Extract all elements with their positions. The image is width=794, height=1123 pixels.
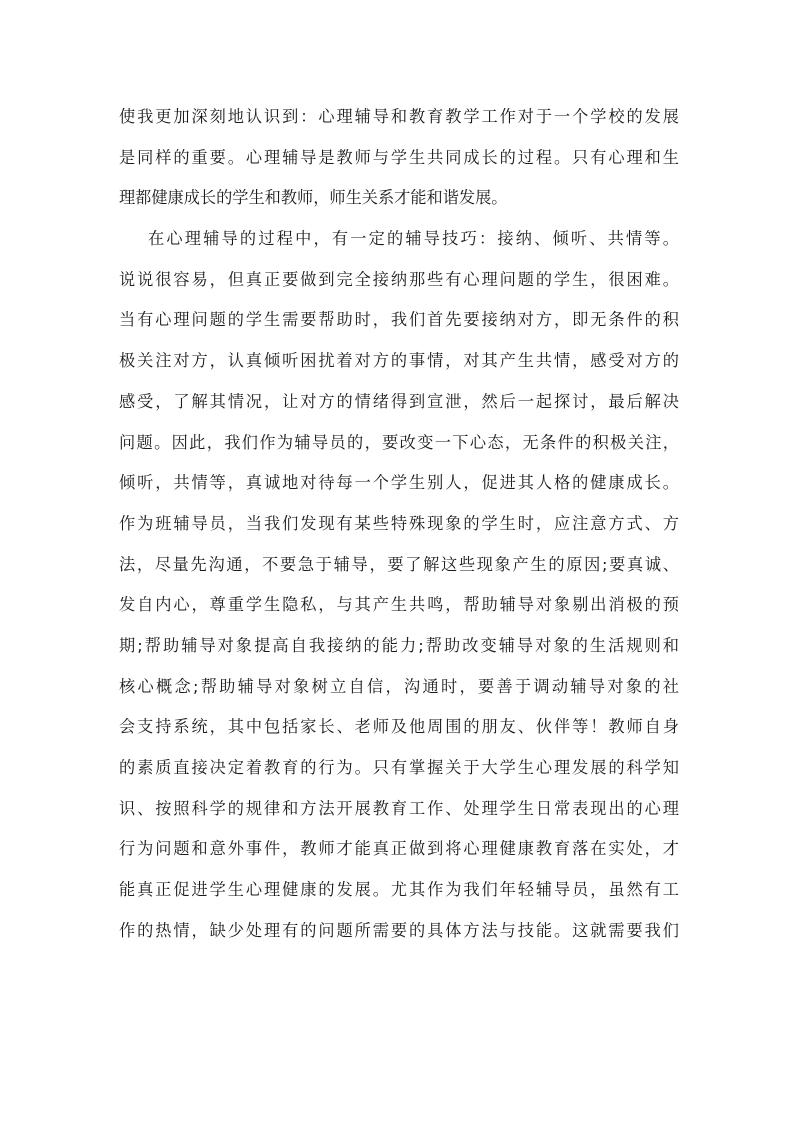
text-line: 识、按照科学的规律和方法开展教育工作、处理学生日常表现出的心理	[119, 798, 679, 818]
text-line: 使我更加深刻地认识到：心理辅导和教育教学工作对于一个学校的发展	[119, 107, 679, 126]
text-line: 能真正促进学生心理健康的发展。尤其作为我们年轻辅导员，虽然有工	[119, 880, 679, 900]
body-text	[119, 104, 679, 958]
paragraph	[119, 104, 679, 226]
text-line: 作为班辅导员，当我们发现有某些特殊现象的学生时，应注意方式、方	[119, 513, 679, 533]
text-line: 法，尽量先沟通，不要急于辅导，要了解这些现象产生的原因;要真诚、	[119, 554, 679, 574]
text-line: 感受，了解其情况，让对方的情绪得到宣泄，然后一起探讨，最后解决	[119, 391, 679, 411]
text-line: 发自内心，尊重学生隐私，与其产生共鸣，帮助辅导对象剔出消极的预	[119, 595, 679, 615]
text-line: 是同样的重要。心理辅导是教师与学生共同成长的过程。只有心理和生	[119, 147, 679, 167]
text-line: 理都健康成长的学生和教师，师生关系才能和谐发展。	[119, 188, 508, 208]
paragraph	[119, 226, 679, 958]
text-line: 会支持系统，其中包括家长、老师及他周围的朋友、伙伴等！教师自身	[119, 717, 679, 737]
text-line: 作的热情，缺少处理有的问题所需要的具体方法与技能。这就需要我们	[119, 920, 679, 940]
text-line: 行为问题和意外事件，教师才能真正做到将心理健康教育落在实处，才	[119, 839, 679, 859]
text-line: 核心概念;帮助辅导对象树立自信，沟通时，要善于调动辅导对象的社	[119, 676, 679, 696]
text-line: 极关注对方，认真倾听困扰着对方的事情，对其产生共情，感受对方的	[119, 351, 679, 371]
text-line: 的素质直接决定着教育的行为。只有掌握关于大学生心理发展的科学知	[119, 758, 679, 777]
text-line: 当有心理问题的学生需要帮助时，我们首先要接纳对方，即无条件的积	[119, 310, 679, 330]
text-line: 期;帮助辅导对象提高自我接纳的能力;帮助改变辅导对象的生活规则和	[119, 635, 679, 655]
text-line: 问题。因此，我们作为辅导员的，要改变一下心态，无条件的积极关注，	[119, 432, 679, 452]
text-line: 在心理辅导的过程中，有一定的辅导技巧：接纳、倾听、共情等。	[148, 229, 679, 249]
text-line: 倾听，共情等，真诚地对待每一个学生别人，促进其人格的健康成长。	[119, 473, 679, 493]
text-line: 说说很容易，但真正要做到完全接纳那些有心理问题的学生，很困难。	[119, 269, 679, 289]
